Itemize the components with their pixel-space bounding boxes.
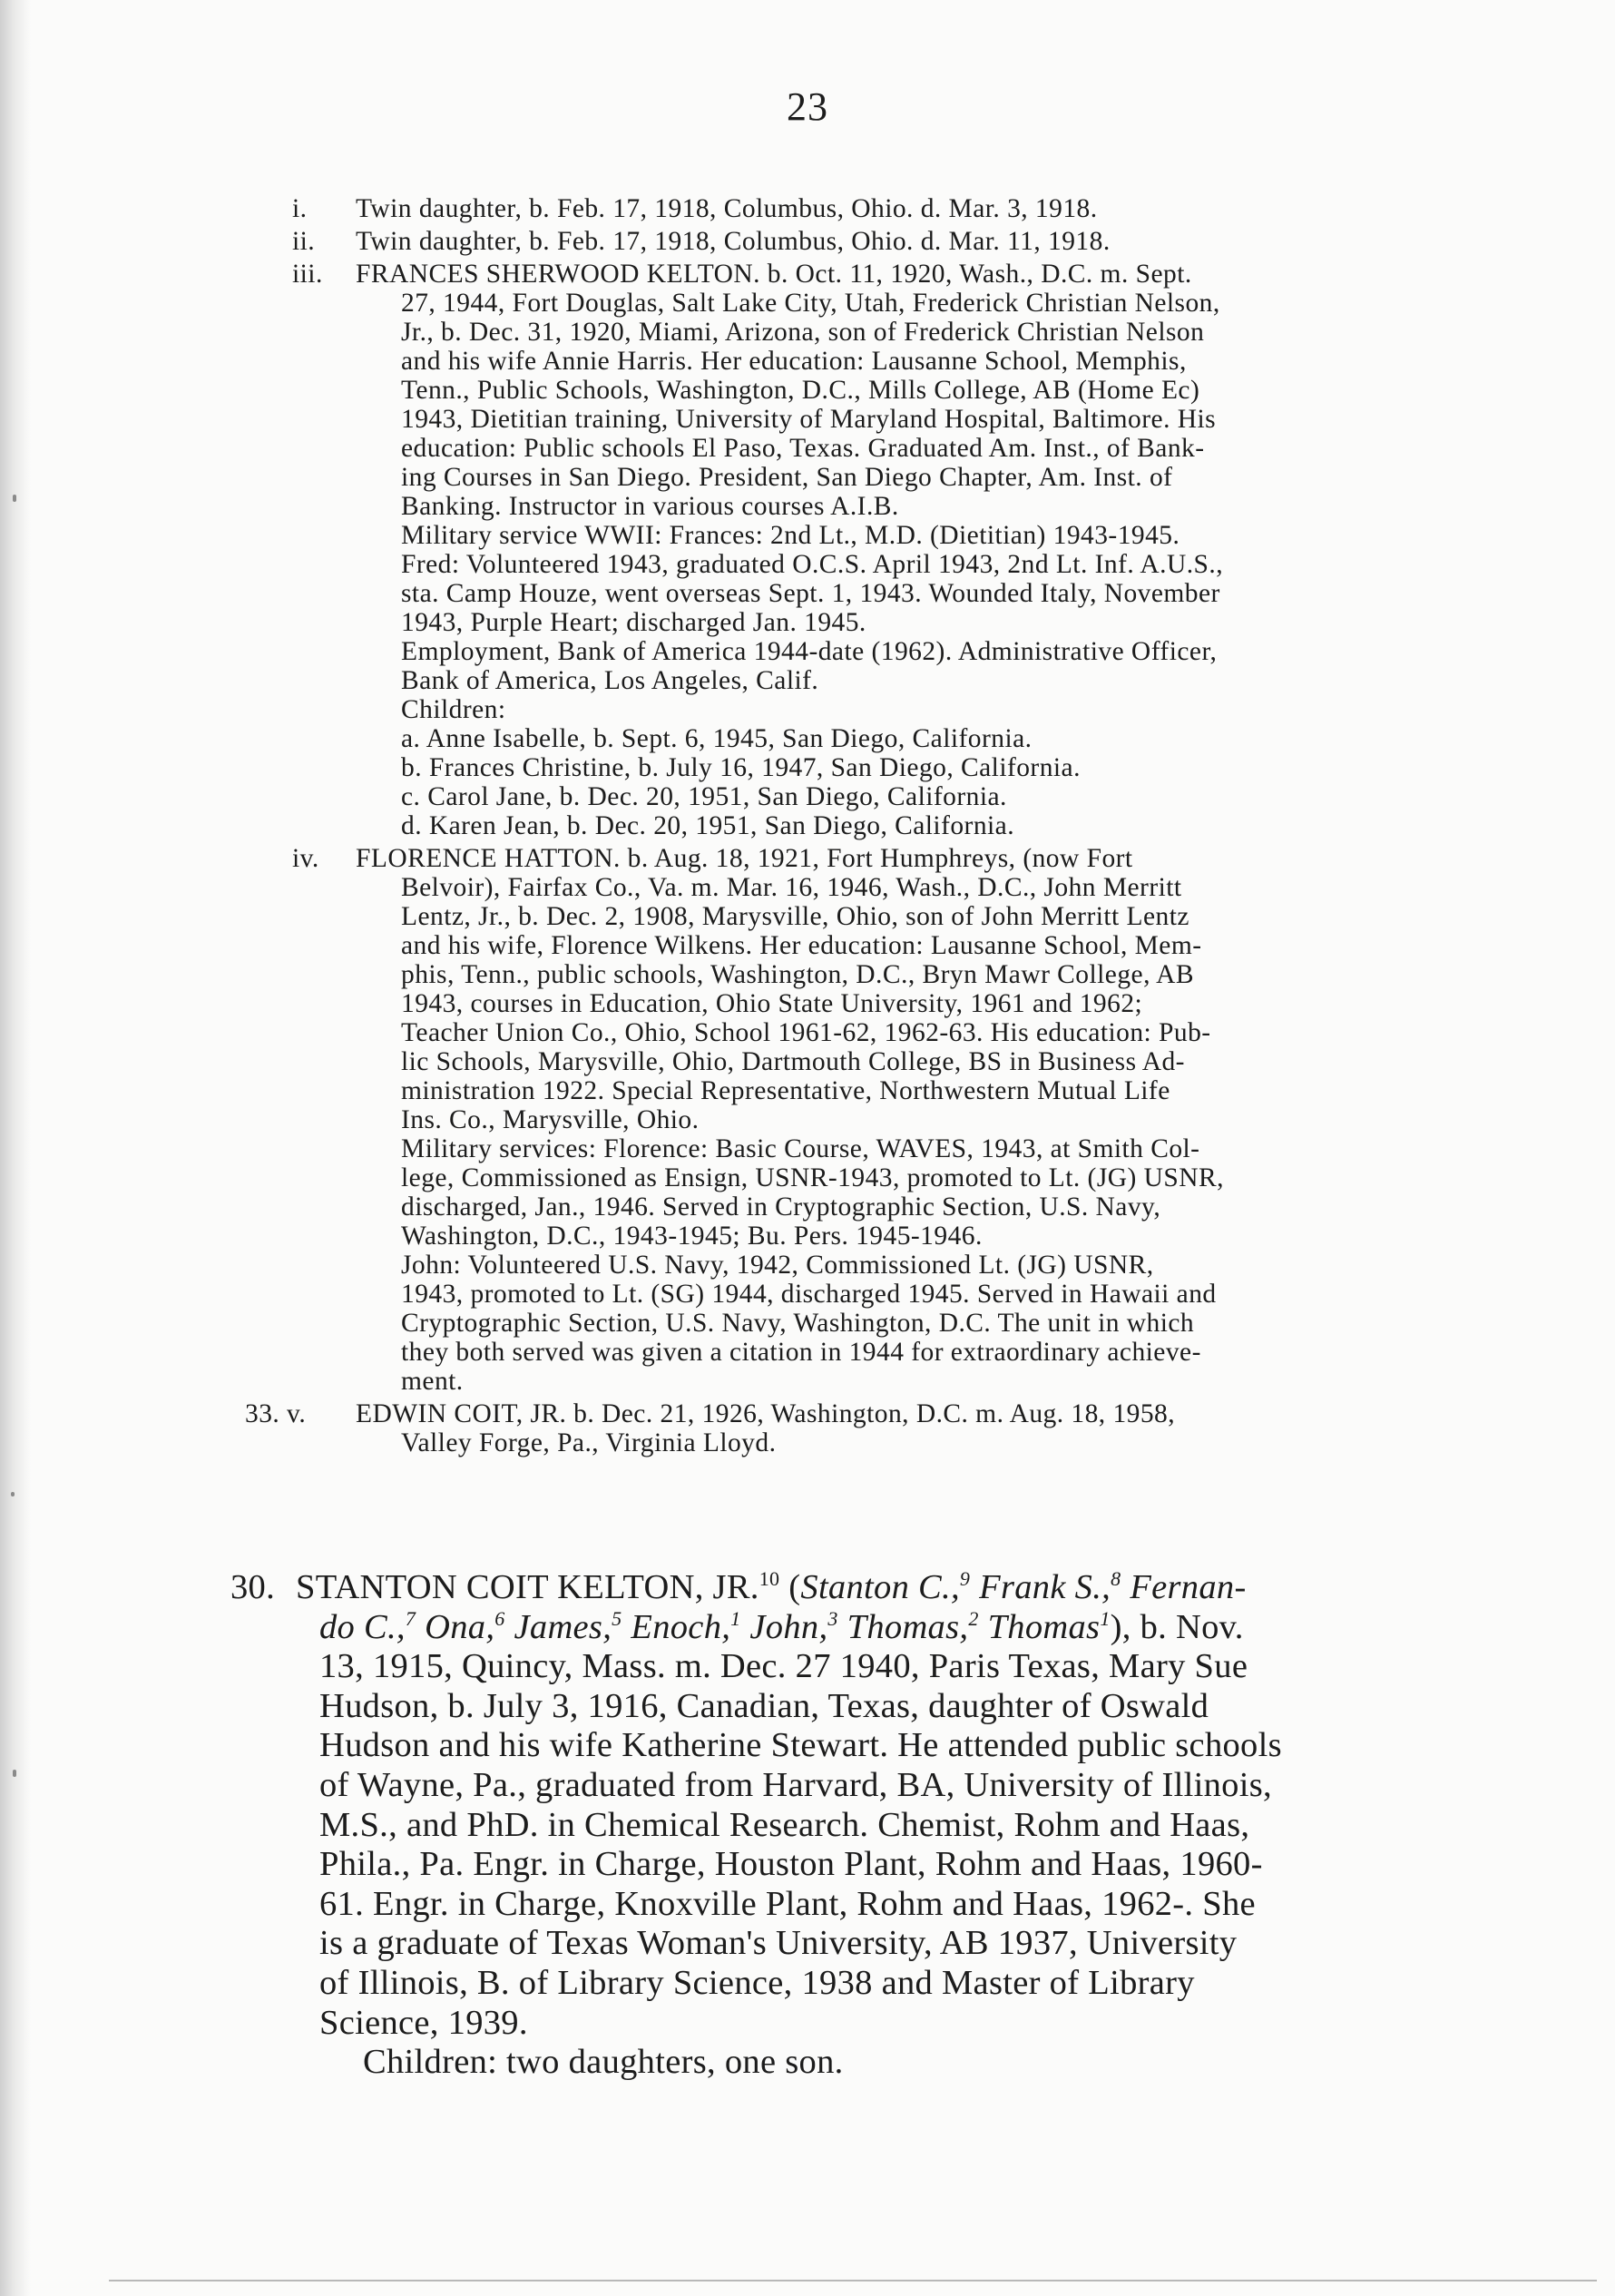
- main-entry-line: is a graduate of Texas Woman's University, AB 1937, University: [319, 1924, 1238, 1963]
- main-entry-line: 13, 1915, Quincy, Mass. m. Dec. 27 1940, Paris Texas, Mary Sue: [319, 1647, 1248, 1686]
- child-entry-v: [245, 1399, 1408, 1457]
- grandchild-line: a. Anne Isabelle, b. Sept. 6, 1945, San Diego, California.: [401, 724, 1033, 753]
- entry-line: Cryptographic Section, U.S. Navy, Washington, D.C. The unit in which: [401, 1309, 1195, 1338]
- entry-line: phis, Tenn., public schools, Washington, D.C., Bryn Mawr College, AB: [401, 960, 1194, 989]
- entry-line: Lentz, Jr., b. Dec. 2, 1908, Marysville, Ohio, son of John Merritt Lentz: [401, 902, 1189, 931]
- main-entry-line: Science, 1939.: [319, 2003, 528, 2042]
- entry-line: Valley Forge, Pa., Virginia Lloyd.: [401, 1428, 777, 1457]
- main-entry-line: of Illinois, B. of Library Science, 1938 and Master of Library: [319, 1963, 1195, 2002]
- entry-line: 1943, promoted to Lt. (SG) 1944, discharged 1945. Served in Hawaii and: [401, 1280, 1217, 1309]
- entry-line: Children:: [401, 695, 506, 724]
- entry-line: and his wife, Florence Wilkens. Her education: Lausanne School, Mem-: [401, 931, 1202, 960]
- entry-line: discharged, Jan., 1946. Served in Cryptographic Section, U.S. Navy,: [401, 1192, 1161, 1222]
- entry-line: Washington, D.C., 1943-1945; Bu. Pers. 1945-1946.: [401, 1222, 983, 1251]
- child-entry-ii: [292, 227, 1408, 256]
- main-entry-number: 30.: [230, 1568, 276, 1606]
- main-entry-line: of Wayne, Pa., graduated from Harvard, BA, University of Illinois,: [319, 1765, 1272, 1804]
- entry-line: Military services: Florence: Basic Course, WAVES, 1943, at Smith Col-: [401, 1134, 1200, 1163]
- lineage: Stanton C.,$^9$ Frank S.,$^8$ Fernan-: [800, 1567, 1247, 1606]
- entry-line: and his wife Annie Harris. Her education: Lausanne School, Memphis,: [401, 347, 1187, 376]
- main-entry-lineage-line: do C.,$^7$ Ona,$^6$ James,$^5$ Enoch,$^1$ John,$^3$ Thomas,$^2$ Thomas$^1$), b. Nov.: [319, 1606, 1244, 1646]
- entry-number: i.: [292, 194, 308, 223]
- entry-line: Ins. Co., Marysville, Ohio.: [401, 1105, 700, 1134]
- entry-line: 1943, Purple Heart; discharged Jan. 1945.: [401, 608, 866, 637]
- entry-line: Employment, Bank of America 1944-date (1962). Administrative Officer,: [401, 637, 1218, 666]
- main-entry-line: Hudson and his wife Katherine Stewart. He attended public schools: [319, 1726, 1282, 1765]
- main-entry-line: Hudson, b. July 3, 1916, Canadian, Texas, daughter of Oswald: [319, 1686, 1209, 1725]
- child-entry-iv: [292, 844, 1408, 1396]
- entry-line: 1943, courses in Education, Ohio State University, 1961 and 1962;: [401, 989, 1143, 1018]
- entry-line: Bank of America, Los Angeles, Calif.: [401, 666, 819, 695]
- entry-line: ministration 1922. Special Representative, Northwestern Mutual Life: [401, 1076, 1170, 1105]
- scan-speck: [13, 1770, 16, 1777]
- entry-line: they both served was given a citation in 1944 for extraordinary achieve-: [401, 1338, 1201, 1367]
- entry-line: sta. Camp Houze, went overseas Sept. 1, 1943. Wounded Italy, November: [401, 579, 1220, 608]
- entry-line: ment.: [401, 1367, 464, 1396]
- entry-line: Banking. Instructor in various courses A.I.B.: [401, 492, 899, 521]
- entry-line: Military service WWII: Frances: 2nd Lt., M.D. (Dietitian) 1943-1945.: [401, 521, 1180, 550]
- main-entry-stanton: [230, 1568, 1437, 2083]
- grandchild-line: d. Karen Jean, b. Dec. 20, 1951, San Diego, California.: [401, 811, 1015, 840]
- entry-line: Teacher Union Co., Ohio, School 1961-62, 1962-63. His education: Pub-: [401, 1018, 1211, 1047]
- entry-line: 27, 1944, Fort Douglas, Salt Lake City, Utah, Frederick Christian Nelson,: [401, 289, 1220, 318]
- entry-line: lic Schools, Marysville, Ohio, Dartmouth College, BS in Business Ad-: [401, 1047, 1185, 1076]
- page-number: 23: [787, 84, 828, 129]
- children-summary: Children: two daughters, one son.: [363, 2043, 844, 2082]
- scan-speck: [13, 495, 16, 502]
- main-entry-name: STANTON COIT KELTON, JR.: [296, 1568, 759, 1606]
- entry-number: ii.: [292, 227, 316, 256]
- entry-line: education: Public schools El Paso, Texas. Graduated Am. Inst., of Bank-: [401, 434, 1205, 463]
- generation-number: 10: [759, 1567, 780, 1591]
- entry-line: FRANCES SHERWOOD KELTON. b. Oct. 11, 1920, Wash., D.C. m. Sept.: [356, 260, 1192, 289]
- entry-line: lege, Commissioned as Ensign, USNR-1943, promoted to Lt. (JG) USNR,: [401, 1163, 1224, 1192]
- lineage: do C.,$^7$ Ona,$^6$ James,$^5$ Enoch,$^1$ John,$^3$ Thomas,$^2$ Thomas$^1$: [319, 1606, 1111, 1646]
- entry-line: Twin daughter, b. Feb. 17, 1918, Columbus, Ohio. d. Mar. 11, 1918.: [356, 227, 1111, 256]
- entry-line: Jr., b. Dec. 31, 1920, Miami, Arizona, son of Frederick Christian Nelson: [401, 318, 1205, 347]
- entry-number: 33. v.: [245, 1399, 307, 1428]
- main-entry-heading: 30. STANTON COIT KELTON, JR.$^{10}$ (Stanton C.,$^9$ Frank S.,$^8$ Fernan-: [230, 1567, 1247, 1606]
- entry-line: 1943, Dietitian training, University of Maryland Hospital, Baltimore. His: [401, 405, 1217, 434]
- main-entry-line: 61. Engr. in Charge, Knoxville Plant, Rohm and Haas, 1962-. She: [319, 1884, 1256, 1923]
- entry-number: iii.: [292, 260, 323, 289]
- grandchild-line: c. Carol Jane, b. Dec. 20, 1951, San Diego, California.: [401, 782, 1007, 811]
- entry-line: EDWIN COIT, JR. b. Dec. 21, 1926, Washington, D.C. m. Aug. 18, 1958,: [356, 1399, 1176, 1428]
- bottom-rule: [109, 2280, 1597, 2281]
- scan-speck: [11, 1492, 15, 1496]
- child-entry-i: [292, 194, 1408, 223]
- children-list: [245, 194, 1408, 1457]
- entry-line: ing Courses in San Diego. President, San Diego Chapter, Am. Inst. of: [401, 463, 1173, 492]
- entry-line: FLORENCE HATTON. b. Aug. 18, 1921, Fort Humphreys, (now Fort: [356, 844, 1133, 873]
- entry-line: John: Volunteered U.S. Navy, 1942, Commissioned Lt. (JG) USNR,: [401, 1251, 1154, 1280]
- main-entry-line: Phila., Pa. Engr. in Charge, Houston Plant, Rohm and Haas, 1960-: [319, 1845, 1263, 1884]
- child-entry-iii: [292, 260, 1408, 840]
- entry-line: Belvoir), Fairfax Co., Va. m. Mar. 16, 1946, Wash., D.C., John Merritt: [401, 873, 1182, 902]
- grandchild-line: b. Frances Christine, b. July 16, 1947, San Diego, California.: [401, 753, 1081, 782]
- main-entry-line: M.S., and PhD. in Chemical Research. Chemist, Rohm and Haas,: [319, 1805, 1250, 1844]
- entry-number: iv.: [292, 844, 319, 873]
- entry-line: Twin daughter, b. Feb. 17, 1918, Columbus, Ohio. d. Mar. 3, 1918.: [356, 194, 1098, 223]
- entry-line: Fred: Volunteered 1943, graduated O.C.S. April 1943, 2nd Lt. Inf. A.U.S.,: [401, 550, 1224, 579]
- scan-edge-shadow: [0, 0, 31, 2296]
- entry-line: Tenn., Public Schools, Washington, D.C., Mills College, AB (Home Ec): [401, 376, 1200, 405]
